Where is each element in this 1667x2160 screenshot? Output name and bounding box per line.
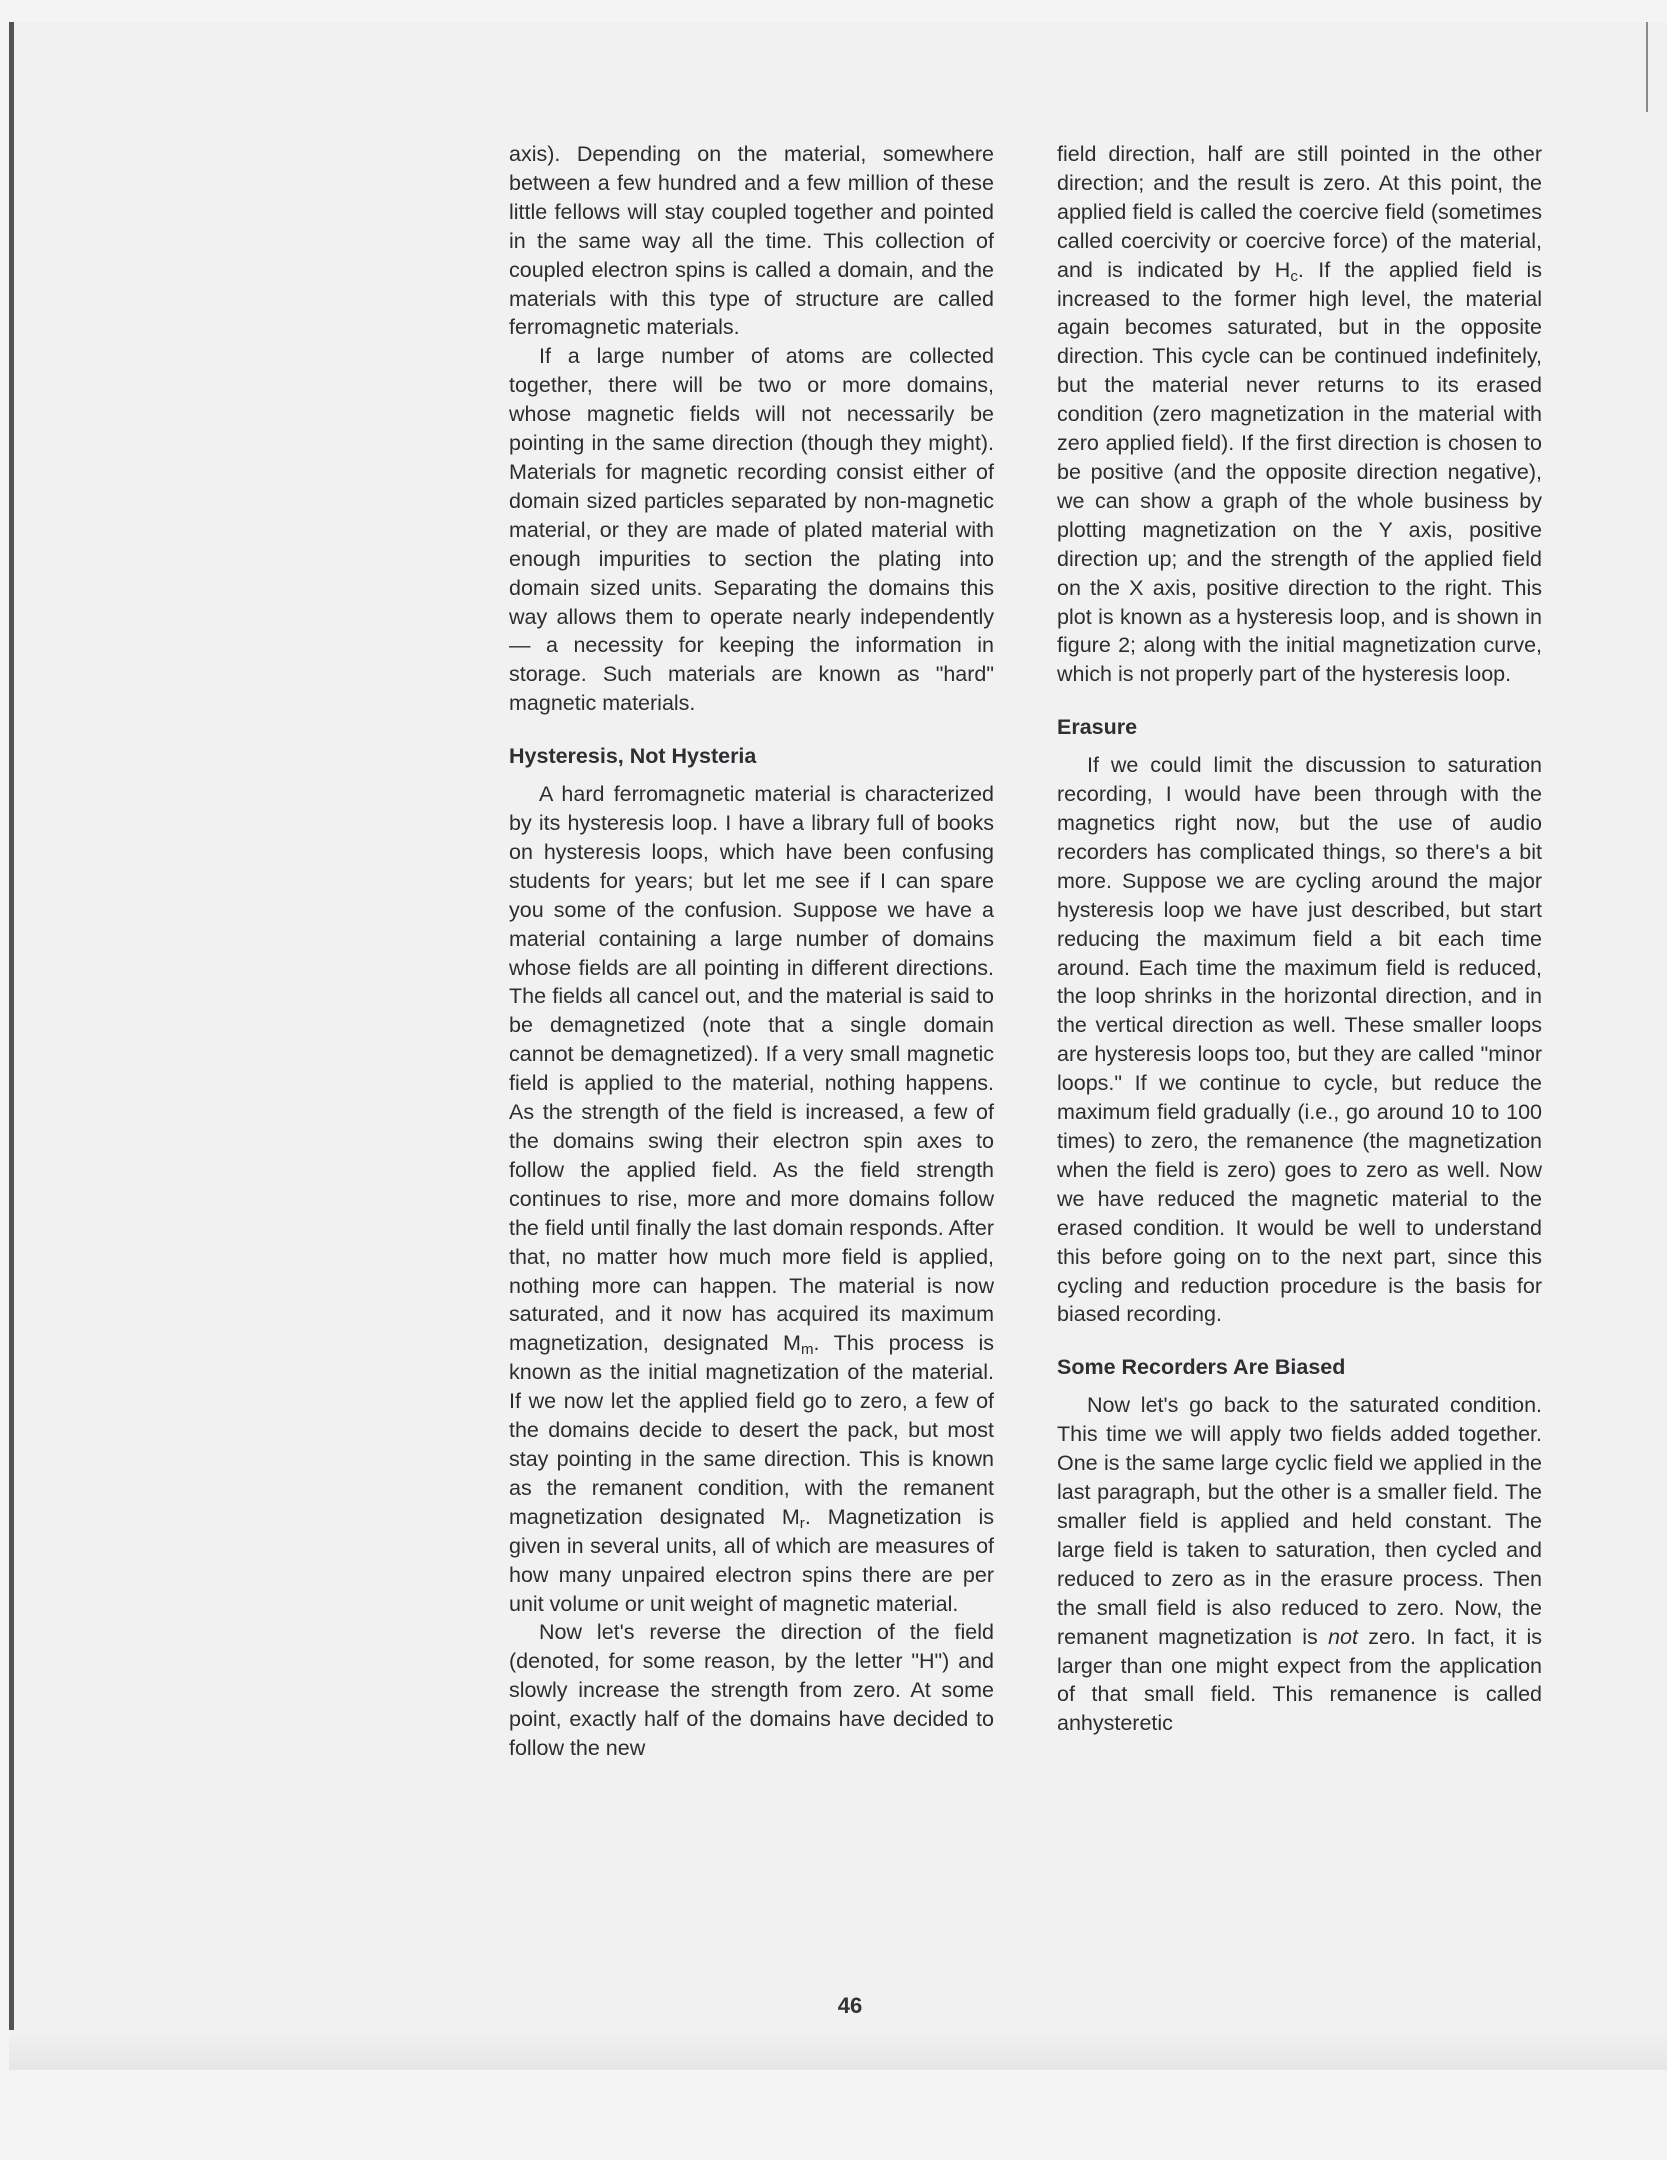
text-run: zero. In fact, it is larger than one might expect from the application of that small field. This remanence is called anhysteretic — [1057, 1624, 1542, 1736]
text-run: . This process is known as the initial magnetization of the material. If we now let the applied field go to zero, a few of the domains decide to desert the pack, but most stay pointing in the same direction. This is known as the remanent condition, with the remanent magnetization designated M — [509, 1331, 994, 1529]
page-bottom-shadow — [9, 2030, 1667, 2070]
paragraph — [509, 780, 994, 1618]
paragraph — [1057, 140, 1542, 689]
text-run: A hard ferromagnetic material is characterized by its hysteresis loop. I have a library full of books on hysteresis loops, which have been confusing students for years; but let me see if I can spare you some of the confusion. Suppose we have a material containing a large number of domains whose fields are all pointing in different directions. The fields all cancel out, and the material is said to be demagnetized (note that a single domain cannot be demagnetized). If a very small magnetic field is applied to the material, nothing happens. As the strength of the field is increased, a few of the domains swing their electron spin axes to follow the applied field. As the field strength continues to rise, more and more domains follow the field until finally the last domain responds. After that, no matter how much more field is applied, nothing more can happen. The material is now saturated, and it now has acquired its maximum magnetization, designated M — [509, 782, 994, 1356]
section-heading-erasure: Erasure — [1057, 715, 1138, 740]
paragraph: If a large number of atoms are collected together, there will be two or more domains, whose magnetic fields will not necessarily be pointing in the same direction (though they might). Materials for magnetic recording consist either of domain sized particles separated by non-magnetic material, or they are made of plated material with enough impurities to section the plating into domain sized units. Separating the domains this way allows them to operate nearly independently — a necessity for keeping the information in storage. Such materials are known as "hard" magnetic materials. — [509, 344, 994, 716]
subscript-m: m — [800, 1341, 814, 1359]
page-number: 46 — [837, 1993, 863, 2018]
text-run: Now let's go back to the saturated condition. This time we will apply two fields added together. One is the same large cyclic field we applied in the last paragraph, but the other is a smaller field. The smaller field is applied and held constant. The large field is taken to saturation, then cycled and reduced to zero as in the erasure process. Then the small field is also reduced to zero. Now, the remanent magnetization is — [1057, 1393, 1542, 1649]
section-heading-biased: Some Recorders Are Biased — [1057, 1355, 1346, 1380]
subscript-c: c — [1290, 267, 1298, 285]
page-right-edge-mark — [1646, 22, 1648, 112]
paragraph — [1057, 1391, 1542, 1738]
paragraph: axis). Depending on the material, somewhere between a few hundred and a few million of these little fellows will stay coupled together and pointed in the same way all the time. This collection of coupled electron spins is called a domain, and the materials with this type of structure are called ferromagnetic materials. — [509, 142, 994, 340]
section-heading-hysteresis: Hysteresis, Not Hysteria — [509, 744, 757, 769]
text-run: field direction, half are still pointed in the other direction; and the result is zero. At this point, the applied field is called the coercive field (sometimes called coercivity or coercive force) of the material, and is indicated by H — [1057, 142, 1542, 282]
text-run: . Magnetization is given in several units, all of which are measures of how many unpaired electron spins there are per unit volume or unit weight of magnetic material. — [509, 1504, 994, 1616]
right-column — [1057, 140, 1542, 1738]
emphasis-not: not — [1328, 1624, 1358, 1649]
page-left-edge — [9, 22, 14, 2068]
paragraph: If we could limit the discussion to saturation recording, I would have been through with the magnetics right now, but the use of audio recorders has complicated things, so there's a bit more. Suppose we are cycling around the major hysteresis loop we have just described, but start reducing the maximum field a bit each time around. Each time the maximum field is reduced, the loop shrinks in the horizontal direction, and in the vertical direction as well. These smaller loops are hysteresis loops too, but they are called "minor loops." If we continue to cycle, but reduce the maximum field gradually (i.e., go around 10 to 100 times) to zero, the remanence (the magnetization when the field is zero) goes to zero as well. Now we have reduced the magnetic material to the erased condition. It would be well to understand this before going on to the next part, since this cycling and reduction procedure is the basis for biased recording. — [1057, 753, 1542, 1327]
paragraph: Now let's reverse the direction of the field (denoted, for some reason, by the letter "H") and slowly increase the strength from zero. At some point, exactly half of the domains have decided to follow the new — [509, 1620, 994, 1761]
text-run: . If the applied field is increased to the former high level, the material again becomes saturated, but in the opposite direction. This cycle can be continued indefinitely, but the material never returns to its erased condition (zero magnetization in the material with zero applied field). If the first direction is chosen to be positive (and the opposite direction negative), we can show a graph of the whole business by plotting magnetization on the Y axis, positive direction up; and the strength of the applied field on the X axis, positive direction to the right. This plot is known as a hysteresis loop, and is shown in figure 2; along with the initial magnetization curve, which is not properly part of the hysteresis loop. — [1057, 257, 1543, 687]
subscript-r: r — [799, 1514, 805, 1532]
left-column — [509, 140, 994, 1763]
